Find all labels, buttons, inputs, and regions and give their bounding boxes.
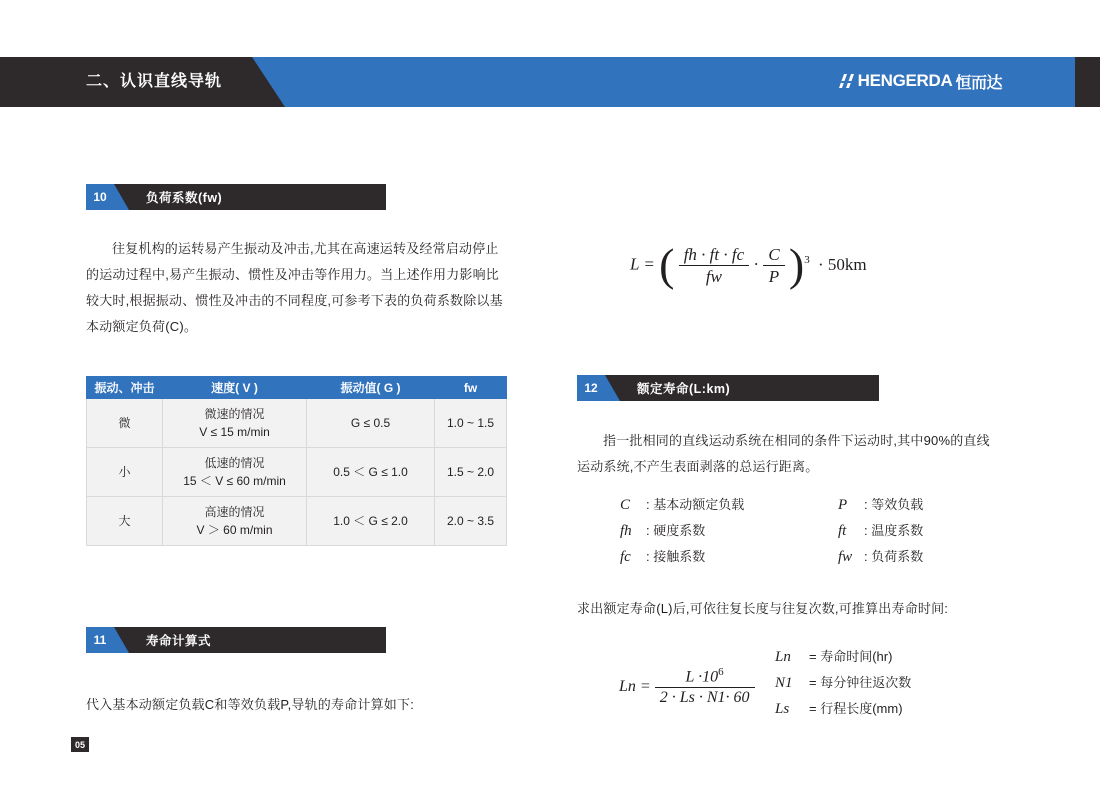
cell-speed <box>163 497 307 546</box>
section-title-11: 寿命计算式 <box>146 634 212 648</box>
cell-gvalue: 1.0 ＜ G ≤ 2.0 <box>307 497 435 546</box>
cell-speed-line1: 高速的情况 <box>204 505 265 519</box>
table-header-speed: 速度( V ) <box>163 377 307 399</box>
legend-symbol: C <box>620 497 631 513</box>
formula-life-denominator-1: fw <box>679 265 749 287</box>
formula-life-hours <box>619 666 755 708</box>
cell-fw: 1.5 ~ 2.0 <box>435 448 507 497</box>
legend-description: : 接触系数 <box>646 549 706 564</box>
cell-fw: 1.0 ~ 1.5 <box>435 399 507 448</box>
legend-description: = 行程长度(mm) <box>809 701 903 716</box>
formula-life-numerator-1: fh · ft · fc <box>683 245 745 264</box>
legend-description: : 等效负载 <box>864 497 924 512</box>
cell-vibration: 大 <box>87 497 163 546</box>
cell-gvalue: G ≤ 0.5 <box>307 399 435 448</box>
formula-ln-lhs: Ln = <box>619 677 651 695</box>
formula-life-fraction-2 <box>763 244 784 288</box>
formula-life-exponent: 3 <box>804 254 810 266</box>
formula-life-dot-1: · <box>753 254 760 274</box>
cell-speed-line2: V ≤ 15 m/min <box>199 425 270 439</box>
legend-description: = 寿命时间(hr) <box>809 649 893 664</box>
section-title-10: 负荷系数(fw) <box>146 191 223 205</box>
logo-mark-icon <box>838 73 855 90</box>
page-header <box>0 57 1100 107</box>
cell-speed-line2: 15 ＜ V ≤ 60 m/min <box>183 474 286 488</box>
table-header-gvalue: 振动值( G ) <box>307 377 435 399</box>
paragraph-life-time: 求出额定寿命(L)后,可依往复长度与往复次数,可推算出寿命时间: <box>577 601 949 616</box>
section-number-10: 10 <box>86 184 114 210</box>
legend-item <box>775 696 1035 722</box>
cell-vibration: 微 <box>87 399 163 448</box>
cell-speed-line1: 微速的情况 <box>204 407 265 421</box>
formula-ln-numerator <box>655 666 755 687</box>
section-title-bar-10 <box>114 184 386 210</box>
legend-item <box>838 544 1018 570</box>
formula-life-paren-close: ) <box>788 239 805 291</box>
legend-item <box>775 644 1035 670</box>
legend-symbol: fc <box>620 549 631 565</box>
cell-speed <box>163 399 307 448</box>
page-number: 05 <box>71 737 89 752</box>
formula-life-lhs: L = <box>630 254 655 274</box>
legend-symbol: Ln <box>775 649 791 665</box>
formula-life-tail: · 50km <box>818 254 867 274</box>
section-heading-10 <box>86 184 386 210</box>
legend-symbol: fh <box>620 523 632 539</box>
formula-ln-fraction <box>655 666 755 708</box>
legend-symbol: fw <box>838 549 853 565</box>
cell-vibration: 小 <box>87 448 163 497</box>
formula-life-fraction-1 <box>679 244 749 288</box>
section-number-12: 12 <box>577 375 605 401</box>
cell-fw: 2.0 ~ 3.5 <box>435 497 507 546</box>
legend-description: : 温度系数 <box>864 523 924 538</box>
section-heading-11 <box>86 627 386 653</box>
legend-symbol: N1 <box>775 675 793 691</box>
legend-symbol: Ls <box>775 701 790 717</box>
table-header-vibration: 振动、冲击 <box>87 377 163 399</box>
formula-ln-denominator: 2 · Ls · N1· 60 <box>655 687 755 708</box>
legend-description: : 基本动额定负载 <box>646 497 745 512</box>
table-row <box>87 399 507 448</box>
brand-logo <box>838 68 1002 94</box>
section-number-11: 11 <box>86 627 114 653</box>
formula-life-paren-open: ( <box>659 239 675 291</box>
legend-symbol: P <box>838 497 848 513</box>
paragraph-rated-life: 指一批相同的直线运动系统在相同的条件下运动时,其中90%的直线运动系统,不产生表面剥落的总运行距离。 <box>577 433 990 474</box>
cell-gvalue: 0.5 ＜ G ≤ 1.0 <box>307 448 435 497</box>
paragraph-life-formula: 代入基本动额定负载C和等效负载P,导轨的寿命计算如下: <box>86 697 415 712</box>
legend-item <box>838 518 1018 544</box>
table-header-row <box>87 377 507 399</box>
logo-chinese-name: 恒而达 <box>955 74 1002 92</box>
legend-item <box>775 670 1035 696</box>
legend-symbol: ft <box>838 523 847 539</box>
legend-description: : 负荷系数 <box>864 549 924 564</box>
table-row <box>87 497 507 546</box>
load-factor-table <box>86 376 507 546</box>
section-title-12: 额定寿命(L:km) <box>637 382 731 396</box>
table-row <box>87 448 507 497</box>
formula-ln-numerator-exponent: 6 <box>718 666 724 678</box>
cell-speed-line1: 低速的情况 <box>204 456 265 470</box>
symbol-legend-ln <box>775 644 1035 722</box>
cell-speed <box>163 448 307 497</box>
legend-description: = 每分钟往返次数 <box>809 675 912 690</box>
cell-speed-line2: V ＞ 60 m/min <box>196 523 273 537</box>
section-heading-12 <box>577 375 879 401</box>
logo-wordmark: HENGERDA <box>857 71 953 90</box>
table-header-fw: fw <box>435 377 507 399</box>
section-title-bar-11 <box>114 627 386 653</box>
legend-description: : 硬度系数 <box>646 523 706 538</box>
formula-rated-life <box>630 239 867 291</box>
paragraph-load-factor: 往复机构的运转易产生振动及冲击,尤其在高速运转及经常启动停止的运动过程中,易产生振动、惯性及冲击等作用力。当上述作用力影响比较大时,根据振动、惯性及冲击的不同程度,可参考下表的负荷系数除以基本动额定负荷(C)。 <box>86 241 503 334</box>
page-title: 二、认识直线导轨 <box>86 73 223 90</box>
legend-item <box>838 492 1018 518</box>
formula-life-numerator-2: C <box>768 245 780 264</box>
section-title-bar-12 <box>605 375 879 401</box>
formula-ln-numerator-text: L ·10 <box>685 668 719 686</box>
symbol-legend-right <box>838 492 1018 570</box>
formula-life-denominator-2: P <box>763 265 784 287</box>
